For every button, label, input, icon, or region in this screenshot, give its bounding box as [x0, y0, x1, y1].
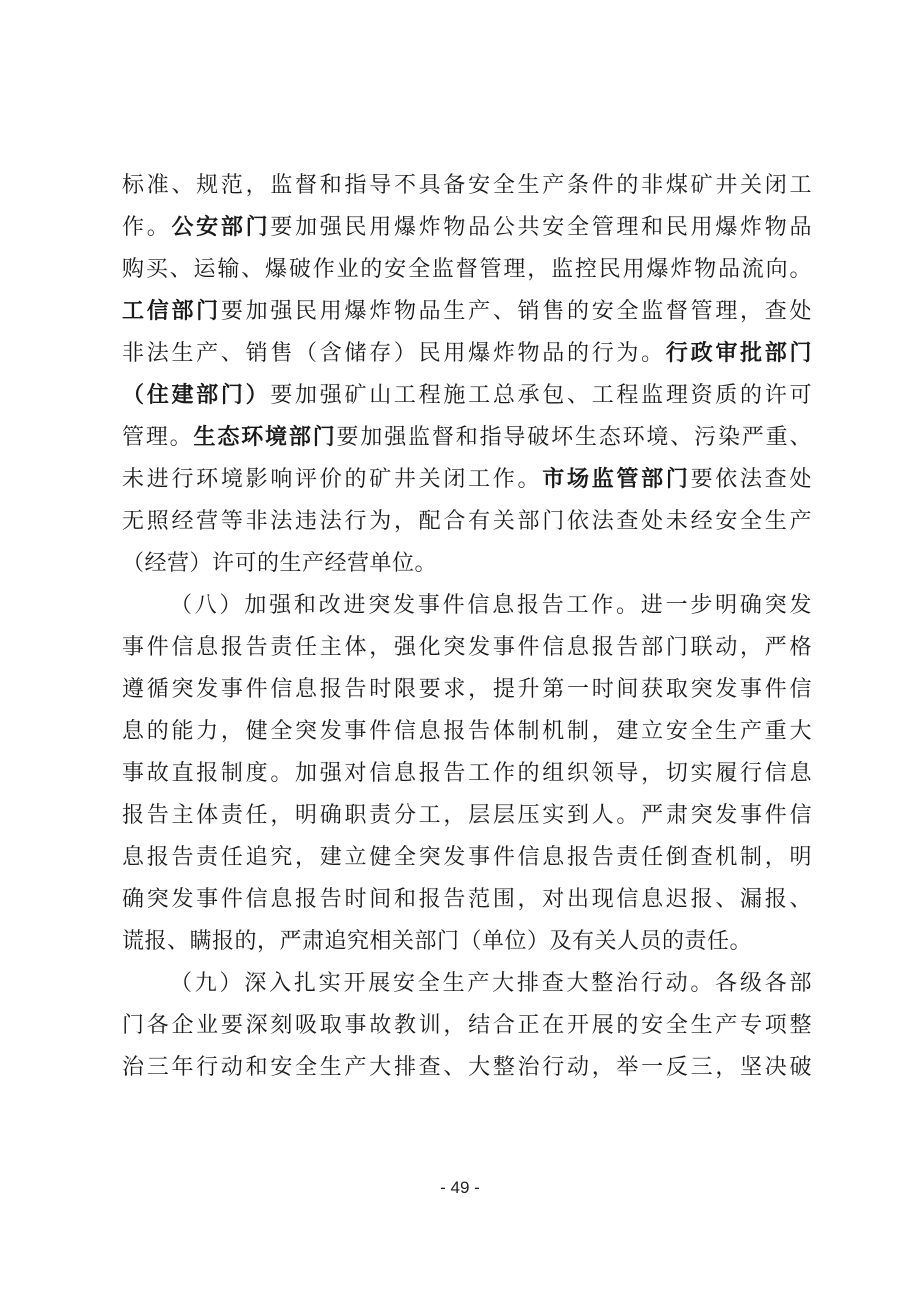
body-text [122, 165, 812, 1089]
text-line: 遵循突发事件信息报告时限要求，提升第一时间获取突发事件信 [122, 677, 812, 702]
text-line: 事故直报制度。加强对信息报告工作的组织领导，切实履行信息 [122, 761, 812, 786]
text-line: 确突发事件信息报告时间和报告范围，对出现信息迟报、漏报、 [122, 887, 812, 912]
text-line: 谎报、瞒报的，严肃追究相关部门（单位）及有关人员的责任。 [122, 929, 753, 954]
text-line: 作。公安部门要加强民用爆炸物品公共安全管理和民用爆炸物品 [122, 215, 812, 240]
text-line: 报告主体责任，明确职责分工，层层压实到人。严肃突发事件信 [122, 803, 812, 828]
text-line: 息的能力，健全突发事件信息报告体制机制，建立安全生产重大 [122, 719, 812, 744]
bold-term: 生态环境部门 [193, 425, 337, 450]
text-line: 工信部门要加强民用爆炸物品生产、销售的安全监督管理，查处 [122, 299, 812, 324]
text-line: 未进行环境影响评价的矿井关闭工作。市场监管部门要依法查处 [122, 467, 812, 492]
text-line: 无照经营等非法违法行为，配合有关部门依法查处未经安全生产 [122, 509, 812, 534]
text-line: （住建部门）要加强矿山工程施工总承包、工程监理资质的许可 [122, 383, 812, 408]
text-line: 非法生产、销售（含储存）民用爆炸物品的行为。行政审批部门 [122, 341, 812, 366]
bold-term: 工信部门 [122, 299, 221, 324]
text-line: 购买、运输、爆破作业的安全监督管理，监控民用爆炸物品流向。 [122, 257, 812, 282]
bold-term: 市场监管部门 [542, 467, 691, 492]
page-number: - 49 - [440, 1178, 480, 1197]
text-line: 事件信息报告责任主体，强化突发事件信息报告部门联动，严格 [122, 635, 812, 660]
text-line: 治三年行动和安全生产大排查、大整治行动，举一反三，坚决破 [122, 1055, 812, 1080]
text-line: （经营）许可的生产经营单位。 [122, 551, 438, 576]
text-line: （八）加强和改进突发事件信息报告工作。进一步明确突发 [170, 593, 812, 618]
text-line: 门各企业要深刻吸取事故教训，结合正在开展的安全生产专项整 [122, 1013, 812, 1038]
bold-term: 公安部门 [171, 215, 271, 240]
text-line: 息报告责任追究，建立健全突发事件信息报告责任倒查机制，明 [122, 845, 812, 870]
bold-term: （住建部门） [122, 383, 271, 408]
bold-term: 行政审批部门 [665, 341, 812, 366]
text-line: 标准、规范，监督和指导不具备安全生产条件的非煤矿井关闭工 [122, 173, 812, 198]
text-line: （九）深入扎实开展安全生产大排查大整治行动。各级各部 [170, 971, 812, 996]
text-line: 管理。生态环境部门要加强监督和指导破坏生态环境、污染严重、 [122, 425, 812, 450]
